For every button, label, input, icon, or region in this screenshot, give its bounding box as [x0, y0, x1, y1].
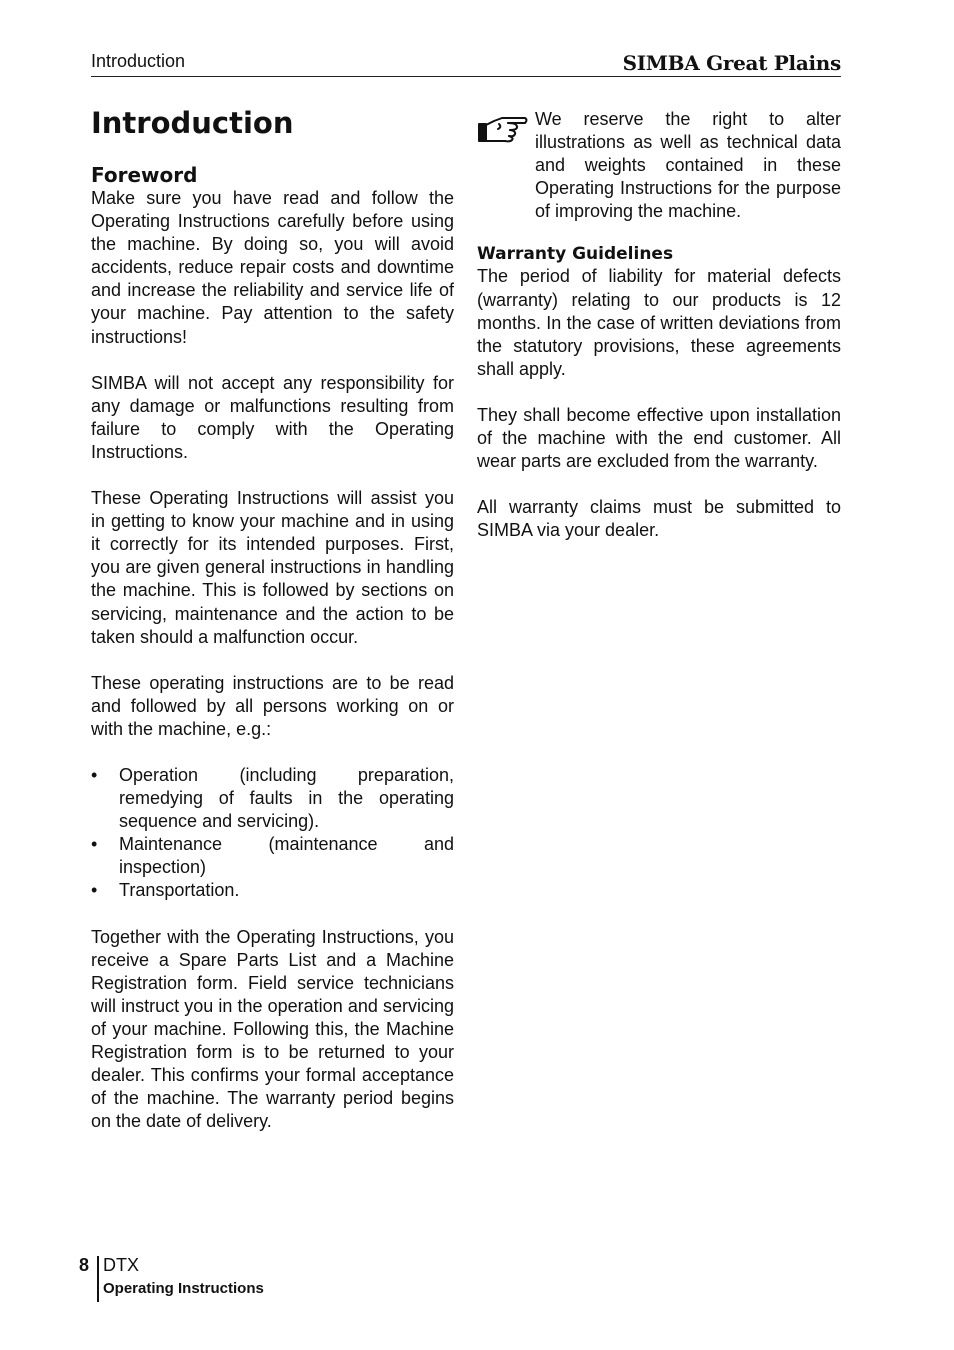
- list-item: [91, 879, 454, 902]
- bullet-mark: •: [91, 764, 98, 785]
- closing-paragraph: Together with the Operating Instructions, you receive a Spare Parts List and a Machine Registration form. Field service technicians will instruct you in the operation and servicing of your machine. Following this, the Machine Registration form is to be returned to your dealer. This confirms your formal acceptance of the machine. The warranty period begins on the date of delivery.: [91, 926, 454, 1132]
- pointing-hand-icon: [477, 108, 535, 223]
- bullet-mark: •: [91, 834, 98, 855]
- foreword-heading: Foreword: [91, 163, 198, 187]
- note-text: We reserve the right to alter illustrations as well as technical data and weights contained in these Operating Instructions for the purpose of improving the machine.: [535, 109, 841, 222]
- foreword-paragraph-4: These operating instructions are to be read and followed by all persons working on or with the machine, e.g.:: [91, 672, 454, 739]
- footer-doc-title: Operating Instructions: [103, 1280, 264, 1297]
- bullet-mark: •: [91, 880, 98, 901]
- foreword-paragraph-2: SIMBA will not accept any responsibility for any damage or malfunctions resulting from failure to comply with the Operating Instructions.: [91, 372, 454, 462]
- page-header: [91, 48, 841, 77]
- warranty-paragraph-3: All warranty claims must be submitted to SIMBA via your dealer.: [477, 497, 841, 541]
- foreword-paragraph-3: These Operating Instructions will assist you in getting to know your machine and in using it correctly for its intended purposes. First, you are given general instructions in handling the machine. This is followed by sections on servicing, maintenance and the action to be taken should a malfunction occur.: [91, 488, 454, 647]
- list-item-text: Operation (including preparation, remedying of faults in the operating sequence and servicing).: [119, 764, 454, 832]
- list-item-text: Transportation.: [119, 880, 240, 901]
- brand-logo: SIMBA Great Plains: [622, 51, 841, 75]
- foreword-paragraph-1: Make sure you have read and follow the Operating Instructions carefully before using the machine. By doing so, you will avoid accidents, reduce repair costs and downtime and increase the reliability and service life of your machine. Pay attention to the safety instructions!: [91, 188, 454, 347]
- warranty-heading: Warranty Guidelines: [477, 244, 674, 265]
- right-column: [477, 108, 841, 542]
- left-column: [91, 104, 454, 1133]
- header-section-title: Introduction: [91, 51, 186, 71]
- page-title: Introduction: [91, 106, 294, 140]
- list-item-text: Maintenance (maintenance and inspection): [119, 834, 454, 878]
- footer-divider: [97, 1256, 99, 1302]
- page-number: 8: [79, 1255, 90, 1275]
- warranty-paragraph-1: The period of liability for material defects (warranty) relating to our products is 12 months. In the case of written deviations from the statutory provisions, these agreements shall apply.: [477, 266, 841, 379]
- persons-list: [91, 764, 454, 903]
- list-item: [91, 833, 454, 879]
- note-block: [477, 108, 841, 223]
- list-item: [91, 764, 454, 833]
- warranty-paragraph-2: They shall become effective upon installation of the machine with the end customer. All wear parts are excluded from the warranty.: [477, 404, 841, 472]
- footer-model: DTX: [103, 1255, 139, 1275]
